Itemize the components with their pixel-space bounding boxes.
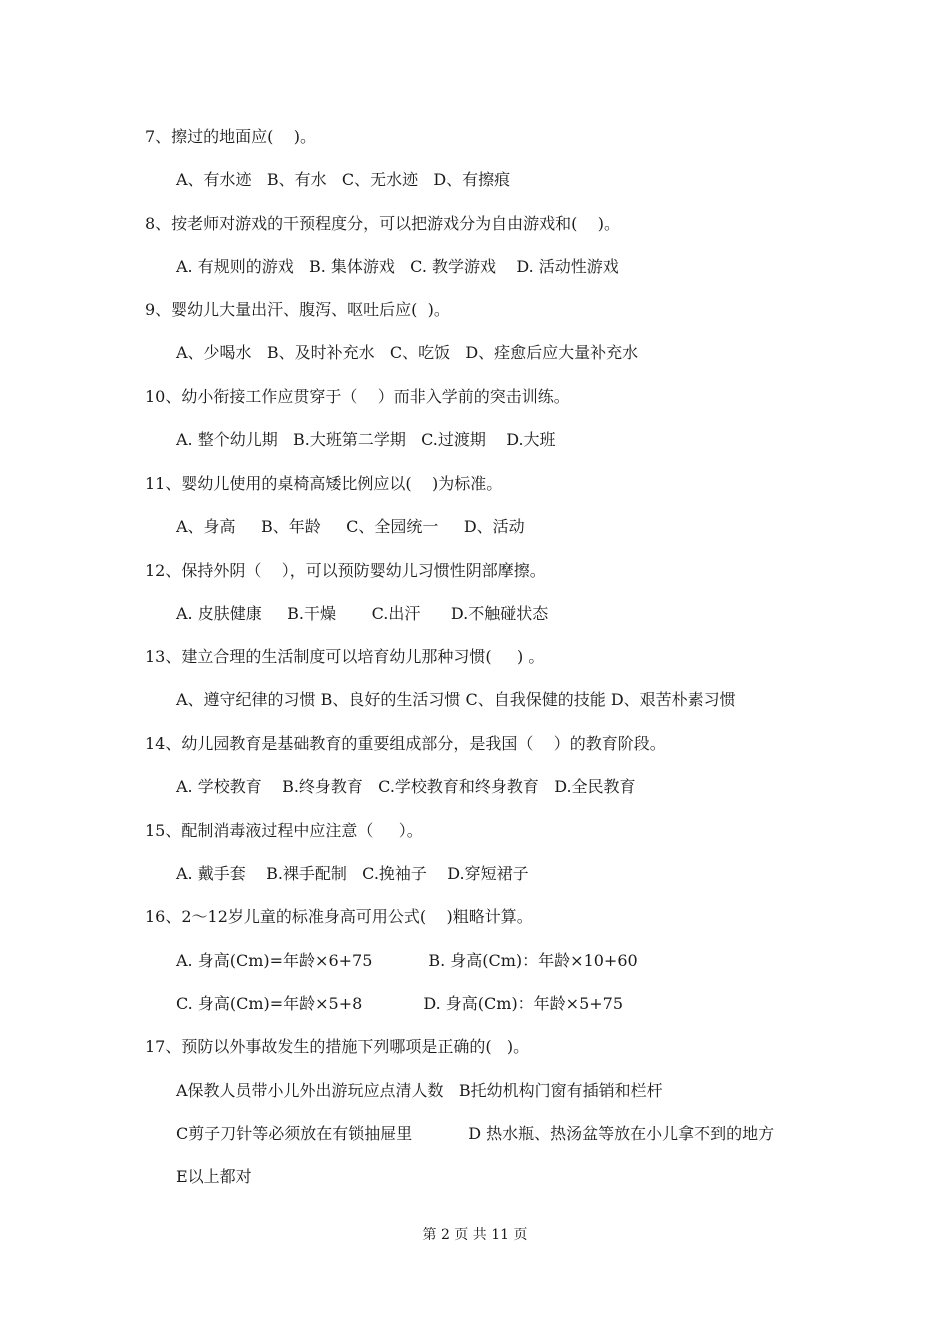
question-8-options: A. 有规则的游戏 B. 集体游戏 C. 教学游戏 D. 活动性游戏 xyxy=(176,257,619,276)
question-11-options: A、身高 B、年龄 C、全园统一 D、活动 xyxy=(176,517,525,536)
question-7: 7、擦过的地面应( )。 xyxy=(145,127,317,146)
question-10: 10、幼小衔接工作应贯穿于（ ）而非入学前的突击训练。 xyxy=(145,387,570,406)
question-17-options-cd: C剪子刀针等必须放在有锁抽屉里 D 热水瓶、热汤盆等放在小儿拿不到的地方 xyxy=(176,1124,775,1143)
question-9: 9、婴幼儿大量出汗、腹泻、呕吐后应( )。 xyxy=(145,300,450,319)
question-11: 11、婴幼儿使用的桌椅高矮比例应以( )为标准。 xyxy=(145,474,503,493)
question-17-option-e: E以上都对 xyxy=(176,1167,252,1186)
question-14-options: A. 学校教育 B.终身教育 C.学校教育和终身教育 D.全民教育 xyxy=(176,777,636,796)
question-16-options-cd: C. 身高(Cm)=年龄×5+8 D. 身高(Cm)：年龄×5+75 xyxy=(176,994,624,1013)
question-13: 13、建立合理的生活制度可以培育幼儿那种习惯( ) 。 xyxy=(145,647,545,666)
question-14: 14、幼儿园教育是基础教育的重要组成部分，是我国（ ）的教育阶段。 xyxy=(145,734,666,753)
question-10-options: A. 整个幼儿期 B.大班第二学期 C.过渡期 D.大班 xyxy=(176,430,556,449)
question-9-options: A、少喝水 B、及时补充水 C、吃饭 D、痊愈后应大量补充水 xyxy=(176,343,639,362)
page-footer: 第 2 页 共 11 页 xyxy=(422,1227,528,1243)
question-17-options-ab: A保教人员带小儿外出游玩应点清人数 B托幼机构门窗有插销和栏杆 xyxy=(176,1081,663,1100)
question-7-options: A、有水迹 B、有水 C、无水迹 D、有擦痕 xyxy=(176,170,511,189)
question-15-options: A. 戴手套 B.裸手配制 C.挽袖子 D.穿短裙子 xyxy=(176,864,529,883)
question-15: 15、配制消毒液过程中应注意（ ）。 xyxy=(145,821,423,840)
question-16: 16、2～12岁儿童的标准身高可用公式( )粗略计算。 xyxy=(145,907,533,926)
question-12: 12、保持外阴（ ），可以预防婴幼儿习惯性阴部摩擦。 xyxy=(145,561,546,580)
question-16-options-ab: A. 身高(Cm)=年龄×6+75 B. 身高(Cm)：年龄×10+60 xyxy=(176,951,638,970)
question-12-options: A. 皮肤健康 B.干燥 C.出汗 D.不触碰状态 xyxy=(176,604,549,623)
question-13-options: A、遵守纪律的习惯 B、良好的生活习惯 C、自我保健的技能 D、艰苦朴素习惯 xyxy=(176,690,736,709)
question-17: 17、预防以外事故发生的措施下列哪项是正确的( )。 xyxy=(145,1037,530,1056)
question-8: 8、按老师对游戏的干预程度分，可以把游戏分为自由游戏和( )。 xyxy=(145,214,621,233)
